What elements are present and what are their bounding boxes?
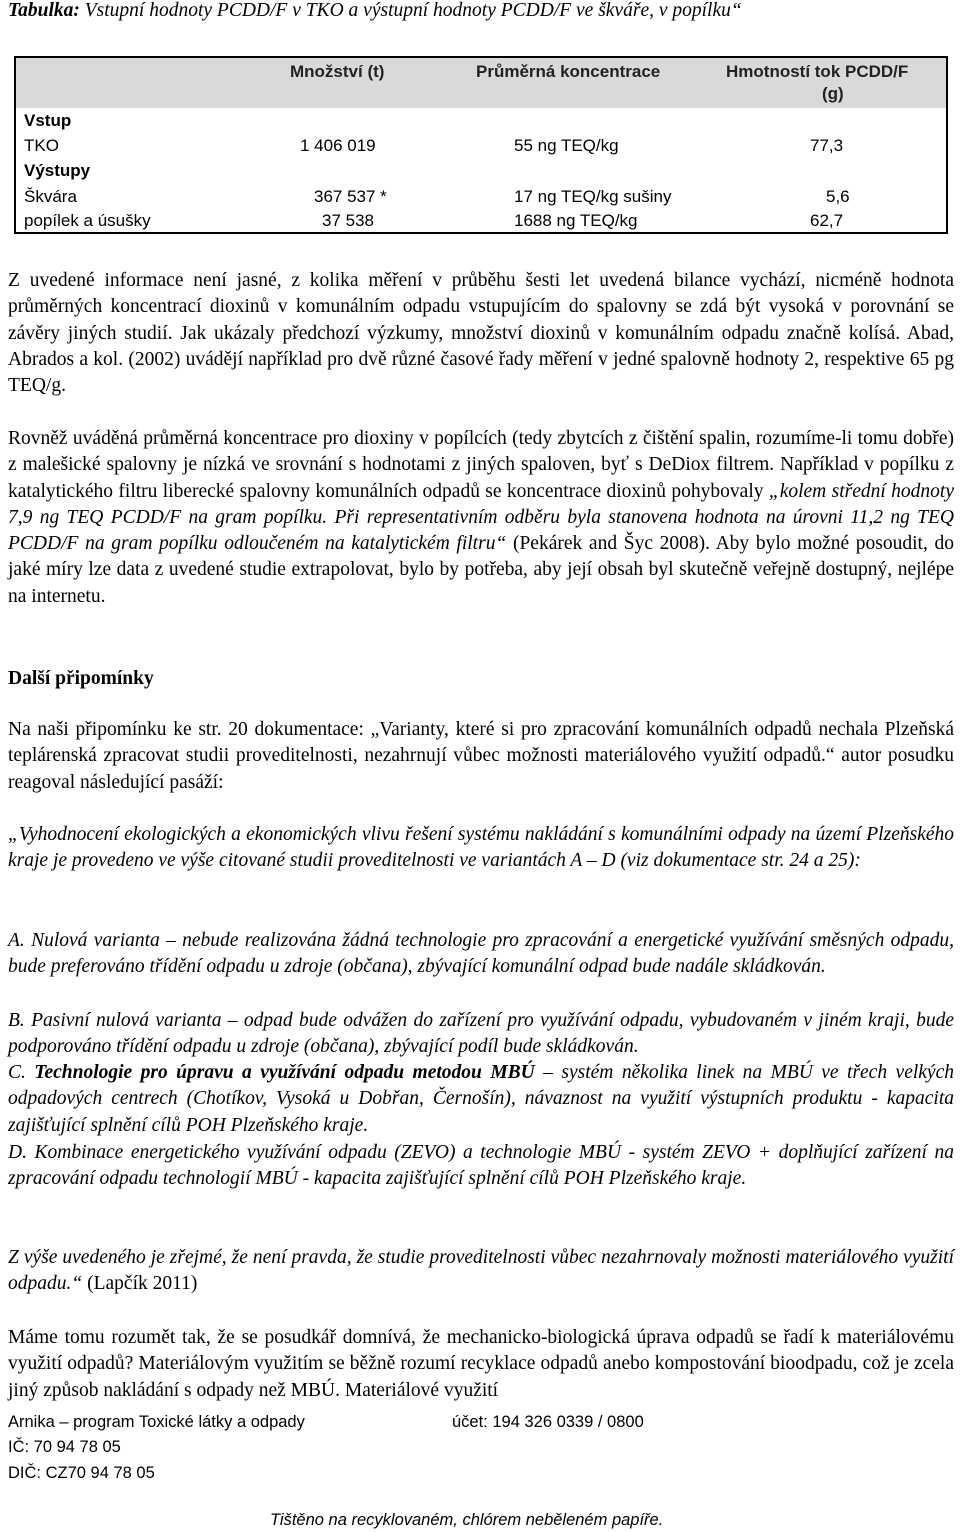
table-cell: 1 406 019 xyxy=(300,136,376,155)
paragraph-5 xyxy=(8,1245,954,1298)
table-cell: 77,3 xyxy=(810,136,844,155)
table-row xyxy=(16,133,946,159)
table-cell: 367 537 * xyxy=(314,187,387,206)
caption-label: Tabulka: xyxy=(8,0,80,21)
paragraph-5-cite: (Lapčík 2011) xyxy=(82,1273,198,1295)
paragraph-4: „Vyhodnocení ekologických a ekonomických vlivu řešení systému nakládání s komunálními odpady na území Plzeňského kraje je provedeno ve výše citované studii proveditelnosti ve variantách A – D (viz dokumentace str. 24 a 25): xyxy=(8,824,954,872)
header-concentration: Průměrná koncentrace xyxy=(476,62,661,81)
table-header xyxy=(16,58,946,108)
paragraph-3: Na naši připomínku ke str. 20 dokumentace: „Varianty, které si pro zpracování komunálních odpadů nechala Plzeňská teplárenská zpracovat studii proveditelnosti, nezahrnují vůbec možnosti materiálového využití odpadů.“ autor posudku reagoval následující pasáží: xyxy=(8,719,954,793)
variant-c-prefix: C. xyxy=(8,1062,35,1083)
header-flow-unit: (g) xyxy=(822,84,844,103)
variant-c-text: – systém několika linek na MBÚ ve třech velkých odpadových centrech (Chotíkov, Vysoká u Dobřan, Černošín), návaznost na využití výstupních produktu - kapacita zajišťující splnění cílů POH Plzeňského kraje. xyxy=(8,1062,954,1136)
table-cell: 55 ng TEQ/kg xyxy=(514,136,619,155)
variant-c xyxy=(8,1060,954,1139)
table-row xyxy=(16,208,946,234)
footer-note: Tištěno na recyklovaném, chlórem neběleném papíře. xyxy=(270,1511,664,1529)
variant-b: B. Pasivní nulová varianta – odpad bude odvážen do zařízení pro využívání odpadu, vybudovaném v jiném kraji, bude podporováno třídění odpadu u zdroje (občana), zbývající podíl bude skládkován. xyxy=(8,1010,954,1058)
table-row xyxy=(16,184,946,210)
header-flow: Hmotností tok PCDD/F xyxy=(726,62,909,81)
table-cell: 5,6 xyxy=(826,187,850,206)
footer-ic: IČ: 70 94 78 05 xyxy=(8,1438,121,1456)
variant-c-title: Technologie pro úpravu a využívání odpadu metodou MBÚ xyxy=(34,1062,535,1083)
table-caption xyxy=(8,0,742,22)
table-cell: 1688 ng TEQ/kg xyxy=(514,211,638,230)
row-label: Výstupy xyxy=(24,161,91,180)
variant-a: A. Nulová varianta – nebude realizována žádná technologie pro zpracování a energetické využívání směsných odpadu, bude preferováno třídění odpadu u zdroje (občana), zbývající komunální odpad bude nadále skládkován. xyxy=(8,930,954,978)
table-cell: 17 ng TEQ/kg sušiny xyxy=(514,187,672,206)
footer-org: Arnika – program Toxické látky a odpady xyxy=(8,1413,305,1431)
footer-account: účet: 194 326 0339 / 0800 xyxy=(452,1413,644,1431)
table-row xyxy=(16,158,946,184)
table-row xyxy=(16,108,946,134)
paragraph-2-cite: (Pekárek and Šyc 2008). Aby bylo možné posoudit, do jaké míry lze data z uvedené studie extrapolovat, bylo by potřeba, aby její obsah byl skutečně veřejně dostupný, nejlépe na internetu. xyxy=(8,533,955,607)
row-label: Škvára xyxy=(24,187,77,206)
paragraph-2-quote: „kolem střední hodnoty 7,9 ng TEQ PCDD/F na gram popílku. Při representativním odběru byla stanovena hodnota na úrovni 11,2 ng TEQ PCDD/F na gram popílku odloučeném na katalytickém filtru“ xyxy=(8,480,954,555)
table-cell: 37 538 xyxy=(322,211,374,230)
paragraph-2-text: Rovněž uváděná průměrná koncentrace pro dioxiny v popílcích (tedy zbytcích z čištění spalin, rozumíme-li tomu dobře) z malešické spalovny je nízká ve srovnání s hodnotami z jiných spaloven, byť s DeDiox filtrem. Například v popílku z katalytického filtru liberecké spalovny komunálních odpadů se koncentrace dioxinů pohybovaly xyxy=(8,428,954,502)
header-quantity: Množství (t) xyxy=(290,62,385,81)
table-cell: 62,7 xyxy=(810,211,844,230)
caption-text: Vstupní hodnoty PCDD/F v TKO a výstupní hodnoty PCDD/F ve škváře, v popílku“ xyxy=(79,0,742,21)
row-label: popílek a úsušky xyxy=(24,211,151,230)
footer-dic: DIČ: CZ70 94 78 05 xyxy=(8,1464,155,1482)
row-label: TKO xyxy=(24,136,59,155)
row-label: Vstup xyxy=(24,111,72,130)
paragraph-6: Máme tomu rozumět tak, že se posudkář domnívá, že mechanicko-biologická úprava odpadů se řadí k materiálovému využití odpadů? Materiálovým využitím se běžně rozumí recyklace odpadů anebo kompostování bioodpadu, což je zcela jiný způsob nakládání s odpady než MBÚ. Materiálové využití xyxy=(8,1327,954,1401)
section-heading: Další připomínky xyxy=(8,668,154,689)
paragraph-1: Z uvedené informace není jasné, z kolika měření v průběhu šesti let uvedená bilance vychází, nicméně hodnota průměrných koncentrací dioxinů v komunálním odpadu vstupujícím do spalovny se zdá být vysoká v porovnání se závěry jiných studií. Jak ukázaly předchozí výzkumy, množství dioxinů v komunálním odpadu značně kolísá. Abad, Abrados a kol. (2002) uvádějí například pro dvě různé časové řady měření v jedné spalovně hodnoty 2, respektive 65 pg TEQ/g. xyxy=(8,270,954,397)
variant-d: D. Kombinace energetického využívání odpadu (ZEVO) a technologie MBÚ - systém ZEVO + doplňující zařízení na zpracování odpadu technologií MBÚ - kapacita zajišťující splnění cílů POH Plzeňského kraje. xyxy=(8,1142,954,1190)
paragraph-2 xyxy=(8,426,954,610)
data-table xyxy=(14,56,948,234)
paragraph-5-quote: Z výše uvedeného je zřejmé, že není pravda, že studie proveditelnosti vůbec nezahrnovaly možnosti materiálového využití odpadu.“ xyxy=(8,1247,954,1295)
